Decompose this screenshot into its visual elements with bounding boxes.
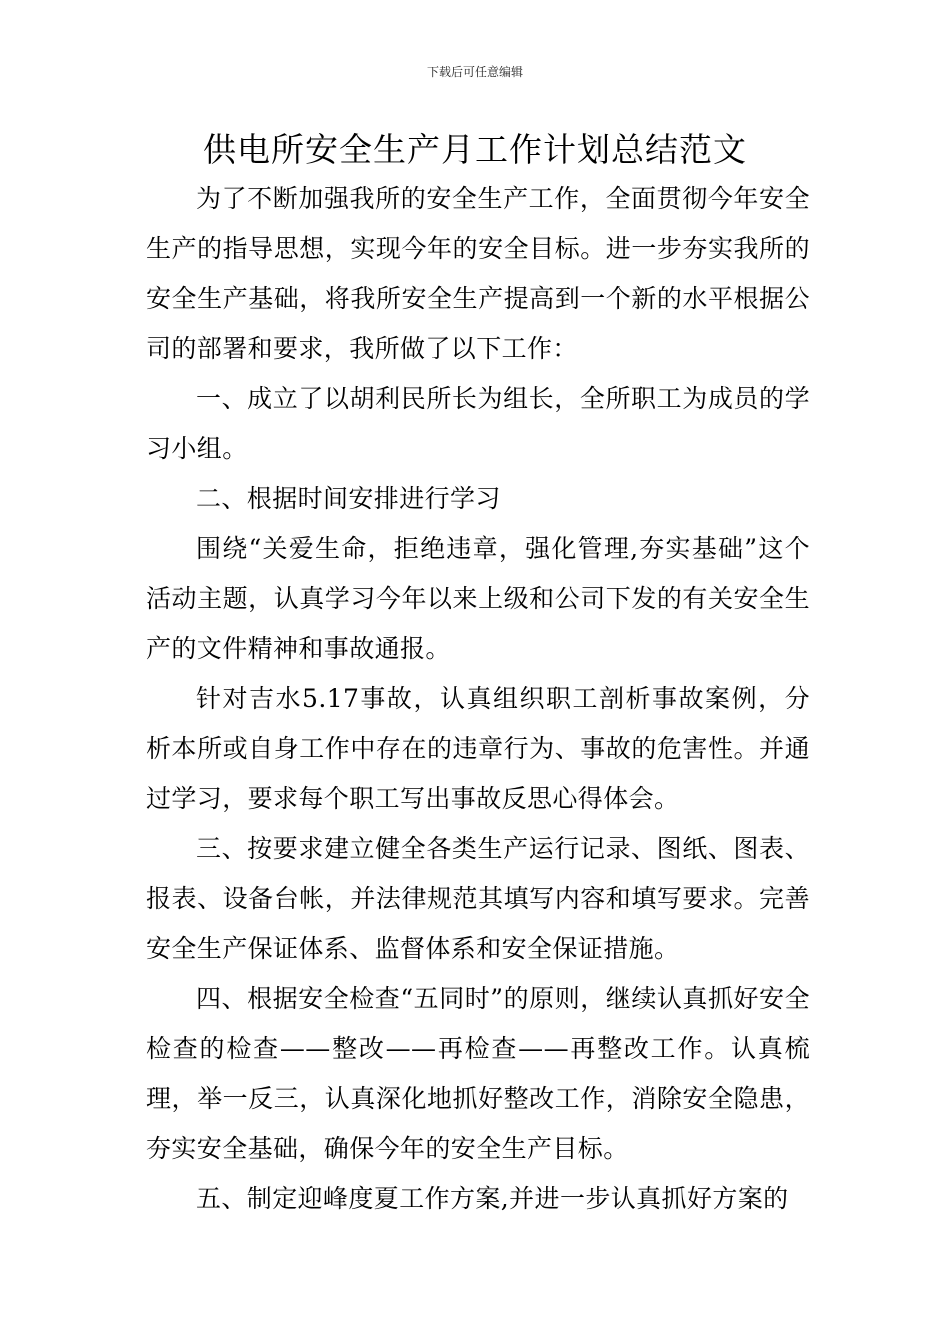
paragraph-item-1: 一、成立了以胡利民所长为组长，全所职工为成员的学习小组。 (146, 384, 810, 463)
paragraph-accident: 针对吉水5.17事故，认真组织职工剖析事故案例，分析本所或自身工作中存在的违章行为、事故的危害性。并通过学习，要求每个职工写出事故反思心得体会。 (146, 684, 810, 813)
document-body (146, 174, 810, 1224)
paragraph-item-2: 二、根据时间安排进行学习 (196, 484, 501, 513)
paragraph-item-3: 三、按要求建立健全各类生产运行记录、图纸、图表、报表、设备台帐，并法律规范其填写内容和填写要求。完善安全生产保证体系、监督体系和安全保证措施。 (146, 834, 810, 963)
download-note: 下载后可任意编辑 (426, 65, 523, 79)
paragraph-intro: 为了不断加强我所的安全生产工作，全面贯彻今年安全生产的指导思想，实现今年的安全目标。进一步夯实我所的安全生产基础，将我所安全生产提高到一个新的水平根据公司的部署和要求，我所做了以下工作： (146, 184, 810, 363)
paragraph-item-5: 五、制定迎峰度夏工作方案,并进一步认真抓好方案的 (196, 1184, 789, 1213)
paragraph-item-4: 四、根据安全检查“五同时”的原则，继续认真抓好安全检查的检查——整改——再检查——再整改工作。认真梳理，举一反三，认真深化地抓好整改工作，消除安全隐患，夯实安全基础，确保今年的安全生产目标。 (146, 984, 810, 1163)
paragraph-theme: 围绕“关爱生命，拒绝违章，强化管理,夯实基础”这个活动主题，认真学习今年以来上级和公司下发的有关安全生产的文件精神和事故通报。 (146, 534, 810, 663)
document-title: 供电所安全生产月工作计划总结范文 (203, 130, 747, 169)
